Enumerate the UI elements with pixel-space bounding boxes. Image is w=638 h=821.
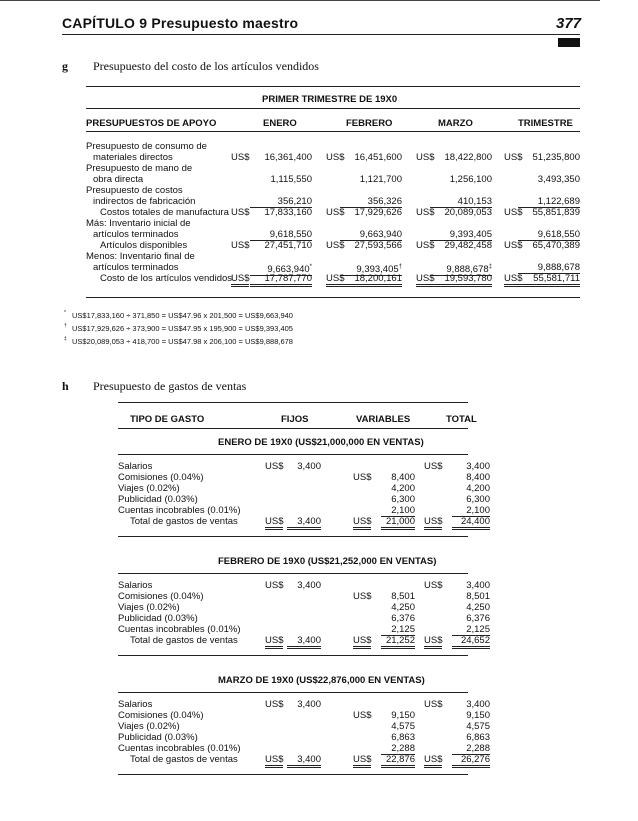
cell-value: 17,787,770 [250,273,312,287]
currency: US$ [326,207,345,218]
row-label: Viajes (0.02%) [118,602,180,613]
currency: US$ [424,699,443,710]
row-label: Cuentas incobrables (0.01%) [118,624,241,635]
cell-value: 9,888,678‡ [430,262,492,276]
currency: US$ [265,754,283,768]
cell-value: 3,400 [287,635,321,649]
row-label: Total de gastos de ventas [130,635,238,646]
currency: US$ [416,152,435,163]
footnote-mark: * [309,264,312,270]
currency: US$ [424,635,442,649]
cell-value: 3,400 [297,580,321,591]
cell-value: 2,288 [381,743,415,755]
currency: US$ [424,754,442,768]
currency: US$ [265,516,283,530]
cell-value: 6,863 [391,732,415,743]
table-rule [86,86,580,87]
cell-value: 4,200 [391,483,415,494]
column-header: FEBRERO [346,118,393,129]
row-label: Total de gastos de ventas [130,754,238,765]
cell-value: 356,210 [250,196,312,208]
currency: US$ [326,273,344,287]
currency: US$ [353,591,372,602]
row-label: Cuentas incobrables (0.01%) [118,505,241,516]
cell-value: 1,115,550 [270,174,312,185]
currency: US$ [231,207,250,218]
month-caption: FEBRERO DE 19X0 (US$21,252,000 EN VENTAS) [218,556,437,567]
currency: US$ [231,273,249,287]
currency: US$ [265,580,284,591]
cell-value: 2,100 [452,505,490,517]
cell-value: 55,581,711 [518,273,580,287]
cell-value: 8,501 [466,591,490,602]
currency: US$ [504,152,523,163]
currency: US$ [504,207,523,218]
table-rule [86,297,580,298]
currency: US$ [424,461,443,472]
table-caption: PRIMER TRIMESTRE DE 19X0 [262,94,398,105]
column-header: VARIABLES [356,414,411,425]
cell-value: 55,851,839 [532,207,580,218]
column-header: TIPO DE GASTO [130,414,205,425]
cell-value: 3,400 [297,699,321,710]
cell-value: 1,121,700 [359,174,402,185]
cell-value: 3,493,350 [537,174,580,185]
page-number: 377 [556,15,582,32]
cell-value: 17,929,626 [354,207,402,218]
footnote: US$20,089,053 ÷ 418,700 = US$47.98 x 206,100 = US$9,888,678 [72,337,293,346]
cell-value: 4,575 [391,721,415,732]
cell-value: 19,593,780 [430,273,492,287]
cell-value: 9,888,678 [518,262,580,274]
row-label: Viajes (0.02%) [118,721,180,732]
currency: US$ [504,273,522,287]
cell-value: 3,400 [466,461,490,472]
row-label: Artículos disponibles [100,240,188,251]
row-label: Costos totales de manufactura [100,207,229,218]
cell-value: 9,618,550 [518,229,580,241]
cell-value: 26,276 [452,754,490,768]
row-label: Comisiones (0.04%) [118,472,204,483]
header-tab-marker [558,38,580,47]
row-label: indirectos de fabricación [93,196,196,207]
cell-value: 24,652 [452,635,490,649]
cell-value: 4,250 [466,602,490,613]
row-label: artículos terminados [93,229,179,240]
cell-value: 3,400 [466,699,490,710]
currency: US$ [231,152,250,163]
cell-value: 3,400 [297,461,321,472]
row-label: materiales directos [93,152,173,163]
month-caption: MARZO DE 19X0 (US$22,876,000 EN VENTAS) [218,675,425,686]
section-g-letter: g [62,59,68,73]
row-label: obra directa [93,174,144,185]
currency: US$ [265,461,284,472]
currency: US$ [353,710,372,721]
cell-value: 4,250 [391,602,415,613]
cell-value: 2,125 [381,624,415,636]
row-label: Presupuesto de consumo de [86,141,207,152]
top-rule [0,0,600,1]
currency: US$ [416,273,434,287]
table-rule [118,402,468,403]
section-h-letter: h [62,379,69,393]
table-rule [118,573,468,574]
cell-value: 24,400 [452,516,490,530]
currency: US$ [353,635,371,649]
table-rule [86,131,580,132]
row-label: Salarios [118,461,153,472]
section-g-title: Presupuesto del costo de los artículos vendidos [93,59,319,73]
cell-value: 3,400 [287,516,321,530]
cell-value: 9,663,940 [340,229,402,241]
currency: US$ [353,472,372,483]
table-rule [118,692,468,693]
column-header: ENERO [263,118,297,129]
currency: US$ [416,207,435,218]
column-header: FIJOS [281,414,309,425]
row-label: Presupuesto de costos [86,185,183,196]
cell-value: 9,618,550 [250,229,312,241]
cell-value: 4,575 [466,721,490,732]
cell-value: 6,863 [466,732,490,743]
row-label: Viajes (0.02%) [118,483,180,494]
cell-value: 65,470,389 [532,240,580,251]
row-label: Presupuesto de mano de [86,163,193,174]
column-header: TOTAL [446,414,477,425]
cell-value: 8,501 [391,591,415,602]
cell-value: 9,393,405 [430,229,492,241]
cell-value: 3,400 [287,754,321,768]
footnote-mark: ‡ [488,264,492,270]
cell-value: 410,153 [430,196,492,208]
footnote: US$17,929,626 ÷ 373,900 = US$47.95 x 195,900 = US$9,393,405 [72,324,293,333]
cell-value: 6,376 [466,613,490,624]
cell-value: 21,252 [381,635,415,649]
cell-value: 2,100 [381,505,415,517]
currency: US$ [265,699,284,710]
cell-value: 20,089,053 [444,207,492,218]
row-label: Menos: Inventario final de [86,251,195,262]
cell-value: 2,125 [452,624,490,636]
currency: US$ [231,240,250,251]
cell-value: 27,451,710 [264,240,312,251]
cell-value: 17,833,160 [264,207,312,218]
table-rule [118,536,468,537]
cell-value: 18,200,161 [340,273,402,287]
column-header: PRESUPUESTOS DE APOYO [86,118,217,129]
footnote-mark: ‡ [64,336,67,342]
cell-value: 9,150 [466,710,490,721]
column-header: MARZO [438,118,473,129]
table-rule [118,655,468,656]
currency: US$ [416,240,435,251]
currency: US$ [504,240,523,251]
section-h-title: Presupuesto de gastos de ventas [93,379,247,393]
cell-value: 8,400 [391,472,415,483]
footnote: US$17,833,160 ÷ 371,850 = US$47.96 x 201,500 = US$9,663,940 [72,311,293,320]
cell-value: 1,122,689 [518,196,580,208]
header-rule [62,34,580,35]
cell-value: 6,300 [391,494,415,505]
cell-value: 9,150 [391,710,415,721]
table-rule [118,428,468,429]
cell-value: 29,482,458 [444,240,492,251]
table-rule [118,454,468,455]
cell-value: 1,256,100 [449,174,492,185]
cell-value: 21,000 [381,516,415,530]
currency: US$ [265,635,283,649]
cell-value: 8,400 [466,472,490,483]
row-label: Publicidad (0.03%) [118,494,198,505]
row-label: Más: Inventario inicial de [86,218,191,229]
row-label: Salarios [118,699,153,710]
cell-value: 9,663,940* [250,262,312,276]
cell-value: 16,451,600 [354,152,402,163]
currency: US$ [326,152,345,163]
row-label: Comisiones (0.04%) [118,591,204,602]
footnote-mark: * [64,310,66,316]
row-label: Cuentas incobrables (0.01%) [118,743,241,754]
row-label: artículos terminados [93,262,179,273]
cell-value: 6,300 [466,494,490,505]
cell-value: 6,376 [391,613,415,624]
row-label: Total de gastos de ventas [130,516,238,527]
currency: US$ [424,580,443,591]
month-caption: ENERO DE 19X0 (US$21,000,000 EN VENTAS) [218,437,424,448]
cell-value: 16,361,400 [264,152,312,163]
footnote-mark: † [64,323,67,329]
cell-value: 9,393,405† [340,262,402,276]
table-rule [118,774,468,775]
cell-value: 27,593,566 [354,240,402,251]
footnote-mark: † [398,264,402,270]
currency: US$ [353,516,371,530]
cell-value: 18,422,800 [444,152,492,163]
currency: US$ [326,240,345,251]
row-label: Publicidad (0.03%) [118,613,198,624]
cell-value: 4,200 [466,483,490,494]
cell-value: 3,400 [466,580,490,591]
column-header: TRIMESTRE [518,118,573,129]
cell-value: 2,288 [452,743,490,755]
row-label: Costo de los artículos vendidos [100,273,233,284]
row-label: Comisiones (0.04%) [118,710,204,721]
cell-value: 356,326 [340,196,402,208]
cell-value: 51,235,800 [532,152,580,163]
row-label: Publicidad (0.03%) [118,732,198,743]
table-rule [86,108,580,109]
currency: US$ [424,516,442,530]
chapter-title: CAPÍTULO 9 Presupuesto maestro [62,15,299,31]
currency: US$ [353,754,371,768]
row-label: Salarios [118,580,153,591]
cell-value: 22,876 [381,754,415,768]
